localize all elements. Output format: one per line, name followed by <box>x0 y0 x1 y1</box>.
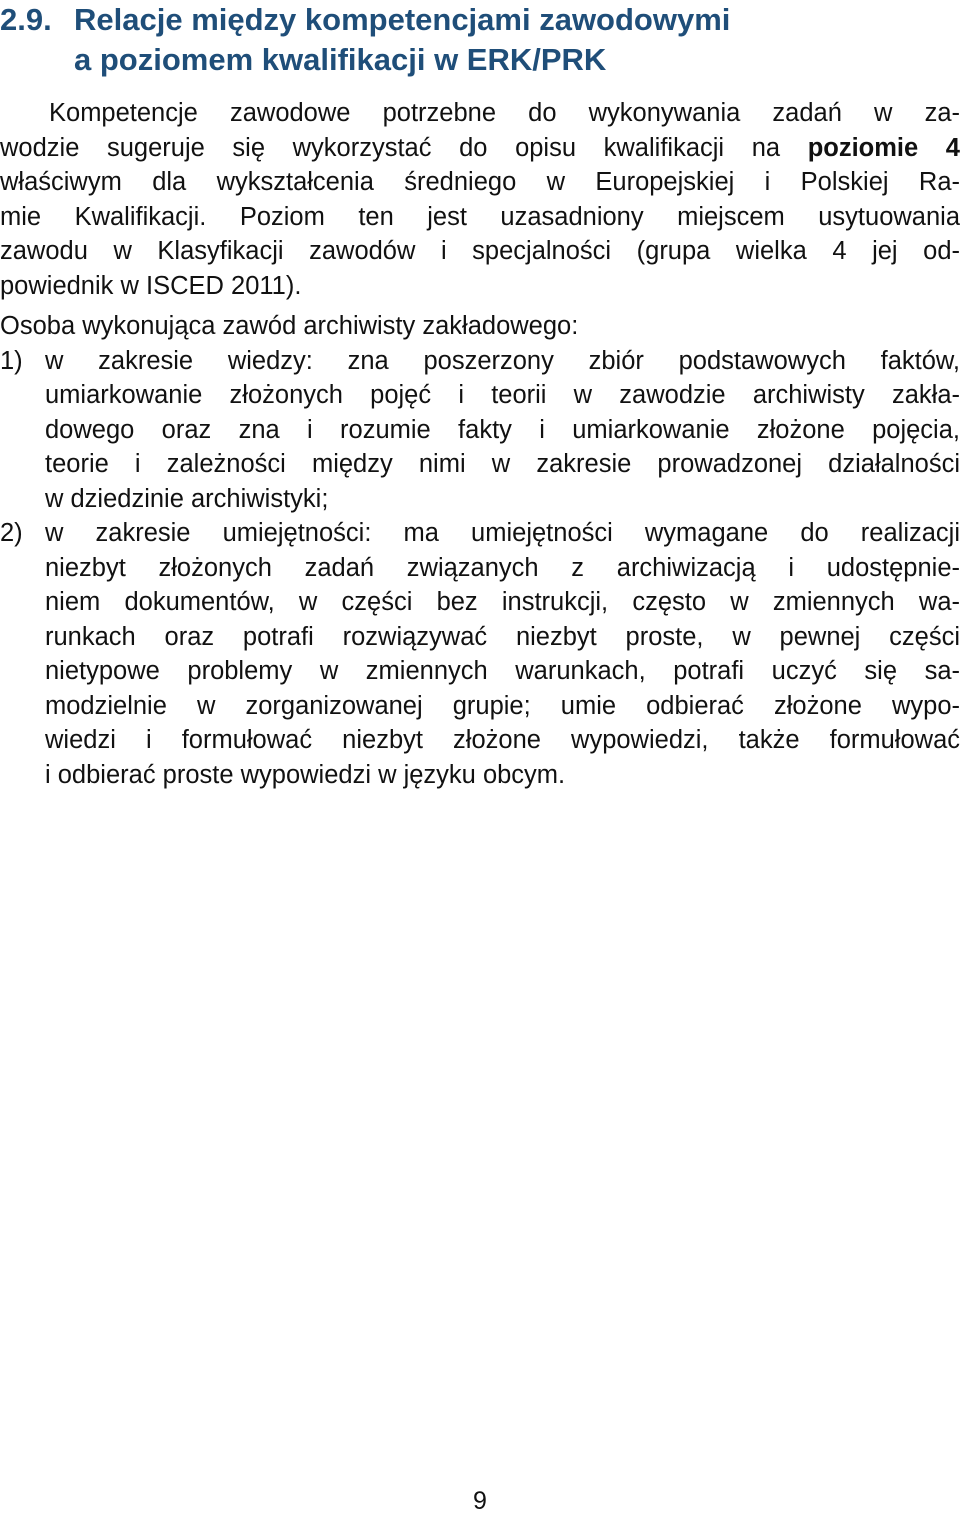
list-item-line: w zakresie umiejętności: ma umiejętności wymagane do realizacji <box>45 519 960 547</box>
heading-line-1 <box>0 0 940 40</box>
list-item <box>0 516 960 792</box>
intro-line-3: właściwym dla wykształcenia średniego w Europejskiej i Polskiej Ra- <box>0 168 960 196</box>
heading-title-line-2: a poziomem kwalifikacji w ERK/PRK <box>74 42 607 77</box>
section-number: 2.9. <box>0 2 52 37</box>
intro-line-4: mie Kwalifikacji. Poziom ten jest uzasadniony miejscem usytuowania <box>0 202 960 231</box>
heading-title-line-1: Relacje między kompetencjami zawodowymi <box>74 2 731 37</box>
competence-lead: Osoba wykonująca zawód archiwisty zakładowego: <box>0 312 579 340</box>
list-item-line: w dziedzinie archiwistyki; <box>45 484 329 513</box>
intro-line-5: zawodu w Klasyfikacji zawodów i specjalności (grupa wielka 4 jej od- <box>0 237 960 265</box>
intro-line-2-text: wodzie sugeruje się wykorzystać do opisu kwalifikacji na <box>0 133 781 162</box>
section-heading <box>0 0 940 80</box>
list-marker: 1) <box>0 346 23 375</box>
page-number: 9 <box>473 1487 487 1515</box>
list-item <box>0 344 960 517</box>
intro-line-6: powiednik w ISCED 2011). <box>0 271 302 300</box>
list-item-line: teorie i zależności między nimi w zakresie prowadzonej działalności <box>45 450 960 478</box>
list-item-line: runkach oraz potrafi rozwiązywać niezbyt proste, w pewnej części <box>45 622 960 651</box>
list-item-line: modzielnie w zorganizowanej grupie; umie odbierać złożone wypo- <box>45 691 960 720</box>
list-item-line: w zakresie wiedzy: zna poszerzony zbiór podstawowych faktów, <box>45 346 960 375</box>
list-item-line: dowego oraz zna i rozumie fakty i umiarkowanie złożone pojęcia, <box>45 415 960 444</box>
list-item-line: niem dokumentów, w części bez instrukcji, często w zmiennych wa- <box>45 588 960 616</box>
list-item-line: nietypowe problemy w zmiennych warunkach, potrafi uczyć się sa- <box>45 657 960 685</box>
list-item-line: i odbierać proste wypowiedzi w języku obcym. <box>45 760 566 789</box>
intro-line-2 <box>0 131 960 166</box>
list-item-line: umiarkowanie złożonych pojęć i teorii w zawodzie archiwisty zakła- <box>45 381 960 409</box>
competence-section <box>0 309 960 792</box>
intro-paragraph <box>0 96 960 303</box>
list-marker: 2) <box>0 519 23 547</box>
intro-line-1: Kompetencje zawodowe potrzebne do wykonywania zadań w za- <box>49 99 960 127</box>
intro-bold-level: poziomie 4 <box>807 133 960 162</box>
list-item-line: niezbyt złożonych zadań związanych z archiwizacją i udostępnie- <box>45 553 960 582</box>
list-item-line: wiedzi i formułować niezbyt złożone wypowiedzi, także formułować <box>45 726 960 754</box>
